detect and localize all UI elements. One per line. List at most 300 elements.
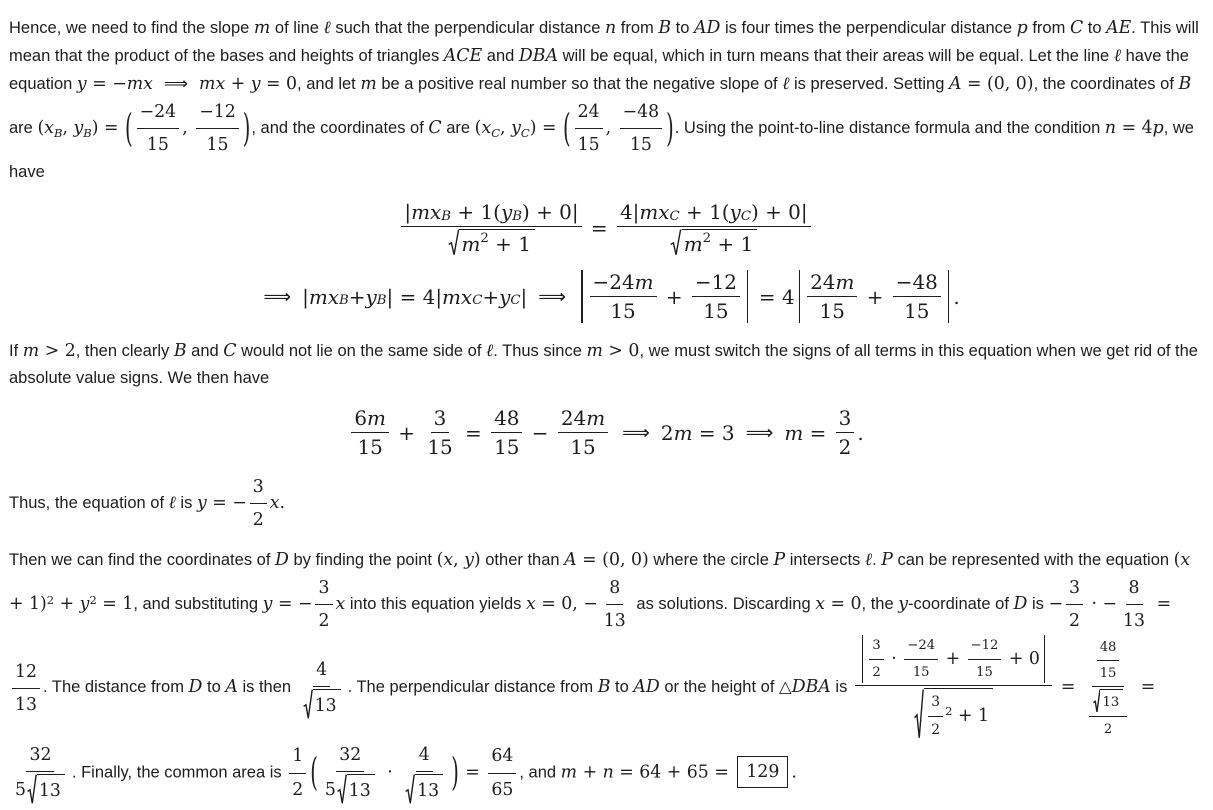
math-variable: B: [658, 18, 672, 38]
math-literal: = −: [86, 74, 127, 95]
text-run: If: [9, 342, 23, 361]
text-run: where the circle: [648, 551, 774, 570]
denominator: [144, 129, 172, 159]
math-literal: ,: [500, 118, 512, 139]
math-literal: ) =: [529, 118, 562, 139]
big-paren-left: (: [310, 750, 318, 795]
math-fraction: [322, 741, 379, 805]
math-superscript: 2: [480, 230, 489, 246]
math-literal: ) =: [91, 118, 125, 139]
text-run: is: [830, 678, 852, 697]
math-literal: 15: [494, 435, 520, 460]
numerator: [869, 635, 883, 659]
math-literal: = 0: [825, 594, 862, 615]
math-fraction: [137, 98, 180, 159]
denominator: [491, 433, 522, 459]
math-subscript: C: [510, 293, 521, 309]
big-paren-right: ): [666, 105, 674, 151]
math-literal: = −: [206, 493, 247, 514]
text-run: from: [616, 19, 659, 37]
math-literal: 5: [324, 779, 336, 800]
math-literal: 2: [872, 664, 881, 680]
math-literal: (: [1173, 550, 1181, 571]
math-literal: −24: [907, 638, 936, 654]
math-literal: ·: [381, 762, 399, 783]
math-literal: 15: [1099, 665, 1117, 681]
math-literal: ,: [605, 118, 617, 139]
math-literal: = 64 + 65 =: [613, 762, 735, 783]
math-variable: mx: [411, 200, 442, 225]
text-run: other than: [480, 551, 565, 570]
math-variable: m: [673, 420, 693, 445]
math-superscript: 2: [945, 703, 953, 718]
square-root: [27, 774, 65, 805]
math-literal: −12: [970, 638, 999, 654]
math-subscript: C: [491, 125, 501, 140]
denominator: [869, 660, 883, 683]
math-fraction: [869, 635, 883, 683]
numerator: [196, 98, 239, 129]
paragraph: [9, 473, 1203, 534]
math-subscript: B: [338, 293, 349, 309]
numerator: [692, 270, 740, 297]
math-literal: 48: [494, 406, 520, 431]
numerator: [1089, 689, 1127, 716]
math-variable: ℓ: [1113, 46, 1122, 67]
paragraph: [9, 14, 1203, 186]
math-fraction: [401, 741, 447, 805]
big-paren-right: ): [451, 750, 459, 795]
math-variable: n: [605, 18, 617, 38]
math-variable: mx: [199, 74, 226, 95]
math-literal: 6: [354, 406, 368, 431]
math-literal: (: [474, 118, 482, 139]
boxed-answer: [737, 756, 788, 788]
denominator: [910, 660, 933, 683]
math-variable: A: [564, 550, 577, 571]
numerator: [289, 742, 306, 773]
text-run: , and let: [297, 75, 361, 94]
math-literal: −: [1048, 594, 1063, 615]
math-literal: 15: [206, 135, 229, 156]
math-variable: m: [360, 74, 377, 95]
radicand: [313, 689, 341, 720]
math-literal: > 0: [602, 341, 640, 362]
math-fraction: [401, 200, 581, 256]
big-paren-left: (: [562, 105, 571, 151]
text-run: and: [186, 342, 224, 361]
denominator: [836, 433, 855, 459]
text-run: can be represented with the equation: [892, 551, 1174, 570]
math-variable: n: [1104, 118, 1117, 139]
text-run: to: [202, 678, 226, 697]
math-literal: > 2: [39, 341, 76, 362]
math-variable: n: [602, 762, 614, 783]
numerator: [431, 406, 450, 433]
math-fraction: [1097, 637, 1120, 685]
math-variable: B: [173, 341, 187, 362]
denominator: [575, 129, 603, 159]
denominator: [1101, 717, 1115, 740]
math-literal: 13: [1123, 611, 1146, 632]
text-run: . Finally, the common area is: [71, 763, 287, 782]
math-literal: 15: [976, 664, 993, 680]
radicand: [415, 774, 443, 805]
denominator: [601, 605, 629, 635]
math-fraction: [575, 98, 603, 159]
math-variable: y: [76, 74, 87, 95]
math-variable: B: [597, 677, 611, 698]
solution-document: [9, 14, 1203, 805]
math-subscript: B: [83, 125, 92, 140]
denominator: [250, 504, 267, 534]
numerator: [401, 200, 581, 227]
text-run: .: [872, 551, 882, 570]
math-literal: 32: [339, 744, 362, 765]
math-literal: .: [953, 284, 960, 309]
math-variable: AD: [633, 677, 660, 698]
numerator: [606, 574, 623, 605]
radicand: [682, 229, 757, 256]
radical-icon: [670, 229, 681, 256]
math-literal: −48: [622, 102, 660, 123]
text-run: is four times the perpendicular distance: [720, 19, 1017, 37]
math-variable: D: [275, 550, 289, 571]
math-literal: 13: [15, 694, 38, 715]
math-subscript: B: [512, 208, 522, 224]
big-paren-right: ): [242, 105, 251, 151]
math-literal: = 0: [260, 74, 298, 95]
math-variable: x: [525, 594, 536, 615]
numerator: [807, 270, 857, 297]
text-run: would not lie on the same side of: [236, 342, 487, 361]
text-run: . Using the point-to-line distance formula and the condition: [674, 119, 1105, 138]
math-literal: 13: [314, 696, 337, 717]
math-fraction: [968, 635, 1002, 683]
abs-bar: [862, 635, 864, 683]
numerator: [351, 406, 389, 433]
math-fraction: [1084, 637, 1132, 740]
numerator: [1092, 637, 1125, 688]
math-literal: 13: [348, 781, 371, 802]
math-literal: +: [482, 284, 500, 309]
math-literal: | = 4|: [386, 284, 443, 309]
math-literal: +: [860, 284, 890, 309]
math-variable: x: [815, 594, 825, 615]
math-literal: +: [940, 649, 966, 670]
math-variable: mx: [308, 284, 339, 309]
numerator: [1066, 574, 1083, 605]
math-variable: m: [835, 270, 855, 295]
math-literal: 15: [819, 299, 845, 324]
math-variable: y: [729, 200, 741, 225]
implies-arrow-icon: ⟹: [263, 285, 292, 309]
math-literal: 15: [912, 664, 930, 680]
math-variable: x: [481, 118, 492, 139]
math-variable: y: [73, 118, 84, 139]
math-literal: =: [803, 420, 833, 445]
math-literal: 24: [810, 270, 836, 295]
text-run: are: [9, 119, 38, 138]
math-literal: 3: [252, 477, 264, 498]
math-variable: m: [560, 762, 578, 783]
math-literal: −: [525, 420, 555, 445]
math-literal: + 1): [9, 550, 1196, 615]
radical-icon: [27, 774, 37, 805]
math-fraction: [12, 658, 40, 719]
square-root: [337, 774, 375, 805]
math-fraction: [836, 406, 855, 459]
math-literal: 2: [292, 779, 304, 800]
text-run: by finding the point: [288, 551, 437, 570]
math-variable: y: [79, 594, 90, 615]
math-literal: + 0: [1003, 649, 1040, 670]
numerator: [928, 691, 943, 716]
square-root: [405, 774, 443, 805]
math-literal: 2: [931, 721, 941, 738]
text-run: from: [1027, 19, 1070, 37]
math-literal: 2: [1103, 721, 1113, 737]
math-variable: m: [461, 232, 481, 257]
math-literal: 15: [146, 135, 169, 156]
math-variable: A: [225, 677, 238, 698]
text-run: is then: [237, 678, 296, 697]
math-literal: +: [54, 594, 80, 615]
math-variable: y: [898, 594, 909, 615]
math-literal: (: [37, 118, 45, 139]
denominator: [817, 297, 848, 323]
math-literal: .: [857, 420, 864, 445]
numerator: [336, 741, 364, 772]
text-run: Then we can find the coordinates of: [9, 551, 275, 570]
math-variable: ℓ: [864, 550, 873, 571]
radical-icon: [337, 774, 347, 805]
math-variable: m: [683, 232, 703, 257]
math-subscript: C: [520, 125, 530, 140]
math-variable: B: [1178, 74, 1192, 95]
implies-arrow-icon: ⟹: [538, 285, 567, 309]
numerator: [855, 635, 1053, 686]
math-variable: p: [1152, 118, 1164, 139]
abs-bar: [948, 270, 950, 323]
numerator: [893, 270, 941, 297]
denominator: [928, 717, 943, 741]
math-literal: =: [458, 420, 489, 445]
numerator: [590, 270, 657, 297]
text-run: , and: [519, 763, 561, 782]
math-subscript: B: [53, 125, 63, 140]
denominator: [901, 297, 932, 323]
math-superscript: 2: [46, 593, 55, 608]
math-literal: =: [459, 762, 486, 783]
implies-arrow-icon: ⟹: [622, 421, 650, 445]
math-fraction: [488, 742, 516, 803]
math-variable: y: [365, 284, 377, 309]
text-run: . The perpendicular distance from: [347, 678, 598, 697]
numerator: [558, 406, 608, 433]
math-literal: |: [520, 284, 528, 309]
math-literal: = 3: [692, 420, 735, 445]
display-equation: [9, 200, 1203, 256]
math-variable: m: [784, 420, 804, 445]
math-literal: 15: [577, 135, 600, 156]
math-literal: 32: [29, 744, 52, 765]
math-literal: ) + 0|: [521, 200, 579, 225]
math-variable: y: [500, 200, 513, 225]
math-subscript: B: [376, 293, 387, 309]
math-literal: =: [1151, 594, 1177, 615]
square-root: [303, 689, 341, 720]
text-run: . The distance from: [43, 678, 189, 697]
numerator: [1097, 637, 1120, 661]
numerator: [416, 741, 433, 772]
math-variable: y: [499, 284, 511, 309]
math-fraction: [1089, 689, 1127, 740]
text-run: , and the coordinates of: [251, 119, 429, 138]
math-fraction: [289, 742, 306, 803]
text-run: such that the perpendicular distance: [330, 19, 606, 37]
math-subscript: C: [472, 293, 483, 309]
text-run: are: [441, 119, 475, 138]
numerator: [250, 473, 267, 504]
denominator: [910, 686, 997, 741]
math-literal: 2: [252, 510, 264, 531]
numerator: [26, 741, 54, 772]
math-variable: DBA: [518, 46, 558, 67]
math-variable: y: [464, 550, 474, 571]
text-run: , we have: [9, 119, 1194, 182]
math-literal: 3: [1069, 578, 1081, 599]
text-run: to: [610, 678, 634, 697]
denominator: [1084, 687, 1132, 740]
math-literal: 15: [629, 135, 652, 156]
math-variable: AD: [694, 18, 721, 38]
math-superscript: 2: [702, 230, 712, 246]
math-literal: 3: [433, 406, 447, 431]
math-variable: C: [223, 341, 237, 362]
math-fraction: [424, 406, 455, 459]
math-fraction: [315, 574, 332, 635]
math-literal: · −: [1086, 594, 1118, 615]
math-variable: x: [443, 550, 454, 571]
math-literal: = (0, 0): [576, 550, 649, 571]
math-literal: −24: [592, 270, 635, 295]
text-run: Hence, we need to find the slope: [9, 19, 254, 37]
numerator: [12, 658, 40, 689]
math-literal: 3: [318, 578, 330, 599]
text-run: , the: [861, 595, 899, 614]
display-equation: [9, 270, 1203, 323]
numerator: [617, 200, 811, 227]
math-subscript: C: [740, 208, 751, 224]
denominator: [354, 433, 385, 459]
numerator: [620, 98, 663, 129]
math-literal: = 0, −: [535, 594, 598, 615]
denominator: [1097, 661, 1120, 684]
math-literal: 1: [292, 746, 304, 767]
text-run: intersects: [785, 551, 865, 570]
text-run: -coordinate of: [908, 595, 1014, 614]
math-literal: 15: [610, 299, 636, 324]
text-run: is: [175, 494, 197, 513]
paragraph: [9, 337, 1203, 392]
denominator: [973, 660, 996, 683]
denominator: [401, 772, 447, 805]
math-subscript: B: [441, 208, 452, 224]
text-run: as solutions. Discarding: [631, 595, 816, 614]
math-variable: x: [335, 594, 346, 615]
math-variable: m: [367, 406, 386, 431]
math-literal: 2: [1069, 611, 1081, 632]
math-literal: 13: [603, 611, 626, 632]
math-literal: −12: [694, 270, 737, 295]
radical-icon: [1093, 689, 1101, 713]
math-variable: ℓ: [782, 74, 790, 95]
math-literal: ,: [453, 550, 465, 571]
math-literal: −48: [895, 270, 938, 295]
math-literal: 2: [660, 420, 674, 445]
math-variable: m: [634, 270, 654, 295]
numerator: [315, 574, 332, 605]
math-literal: = 4: [752, 284, 795, 309]
math-variable: mx: [442, 284, 473, 309]
radical-icon: [303, 689, 313, 720]
denominator: [424, 433, 455, 459]
square-root: [448, 229, 535, 256]
math-fraction: [1120, 574, 1148, 635]
math-literal: ,: [62, 118, 74, 139]
text-run: or the height of: [659, 678, 779, 697]
denominator: [444, 227, 539, 256]
math-literal: ): [473, 550, 481, 571]
radicand: [459, 229, 534, 256]
math-fraction: [928, 691, 943, 741]
math-variable: x: [269, 493, 280, 514]
math-literal: .: [791, 762, 797, 783]
math-variable: m: [22, 341, 40, 362]
denominator: [488, 774, 516, 804]
math-fraction: [807, 270, 857, 323]
denominator: [299, 687, 345, 720]
math-literal: 5: [15, 779, 27, 800]
denominator: [289, 774, 306, 804]
math-variable: m: [586, 406, 606, 431]
denominator: [1120, 605, 1148, 635]
math-variable: P: [881, 550, 893, 571]
math-literal: +: [348, 284, 366, 309]
implies-arrow-icon: ⟹: [163, 73, 189, 94]
math-literal: = (0, 0): [961, 74, 1034, 95]
numerator: [1126, 574, 1143, 605]
math-literal: 13: [38, 781, 61, 802]
square-root: [1093, 689, 1123, 713]
radical-icon: [448, 229, 459, 256]
math-fraction: [351, 406, 389, 459]
math-variable: C: [1069, 18, 1084, 38]
text-run: , and substituting: [133, 595, 263, 614]
math-literal: 3: [872, 638, 881, 654]
math-literal: 48: [1099, 639, 1117, 655]
math-fraction: [692, 270, 740, 323]
radical-icon: [405, 774, 415, 805]
denominator: [607, 297, 638, 323]
math-literal: = −: [272, 594, 313, 615]
math-fraction: [601, 574, 629, 635]
denominator: [203, 129, 231, 159]
numerator: [575, 98, 603, 129]
math-literal: 2: [838, 435, 852, 460]
text-run: Thus, the equation of: [9, 494, 169, 513]
